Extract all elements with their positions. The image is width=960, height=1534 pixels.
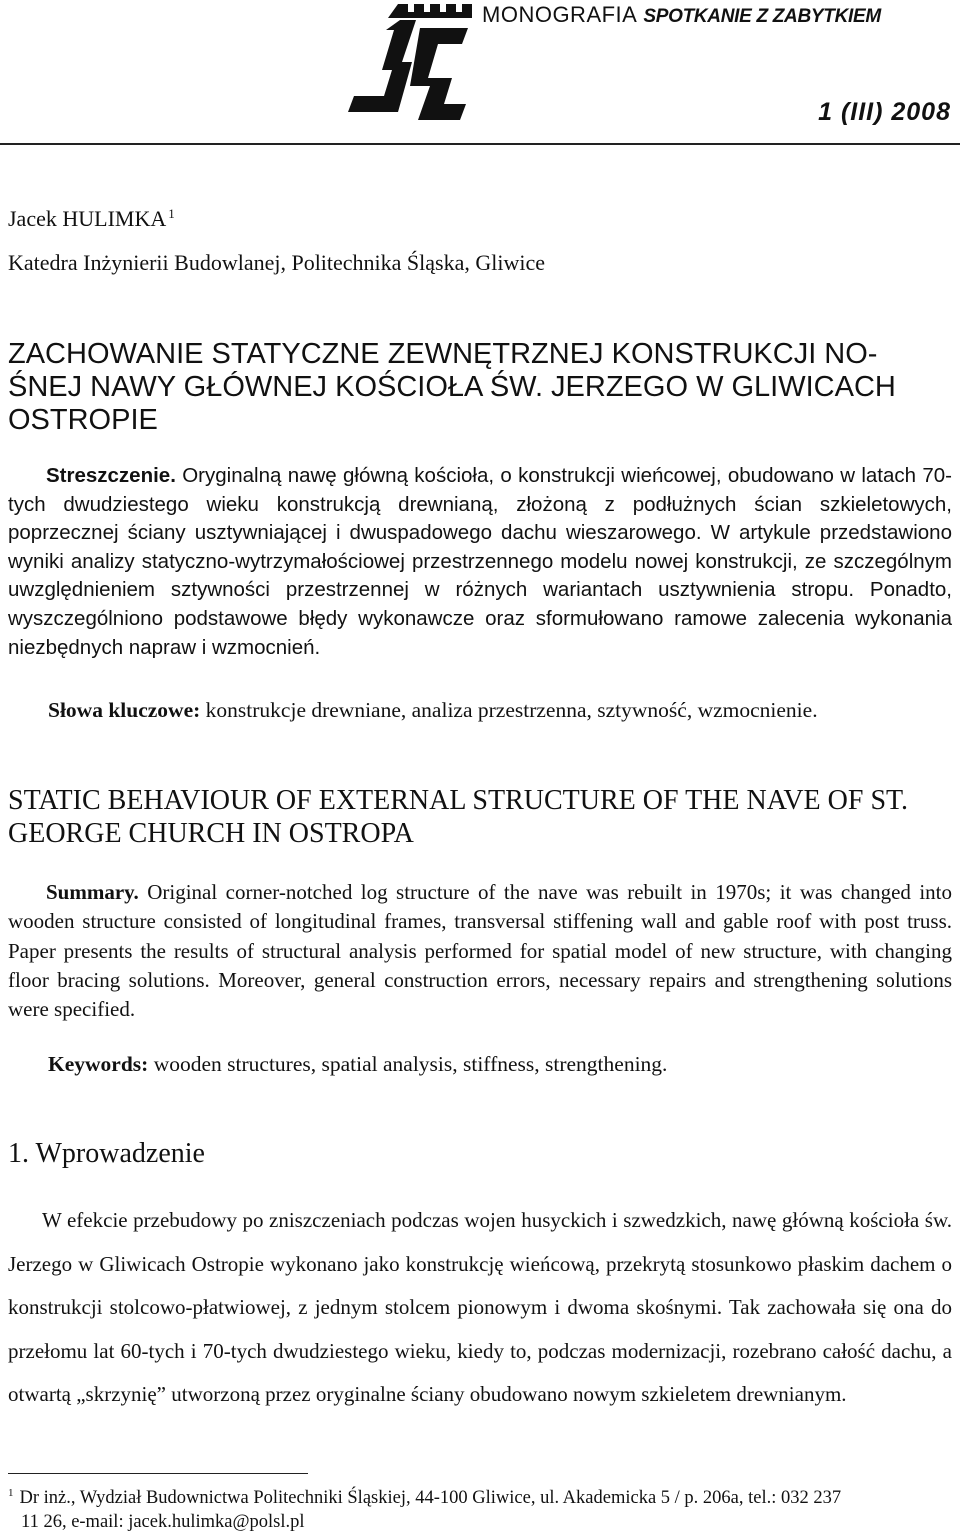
keywords-label-polish: Słowa kluczowe: — [48, 698, 201, 722]
issue-number: 1 (III) 2008 — [818, 98, 951, 126]
abstract-label: Streszczenie. — [46, 464, 176, 487]
section-body-text: W efekcie przebudowy po zniszczeniach podczas wojen husyckich i szwedzkich, nawę główną kościoła św. Jerzego w Gliwicach Ostropie wykonano jako konstrukcję wieńcową, przekrytą stosunkowo płaskim dachem o konstrukcji stolcowo-płatwiowej, z jednym stolcem pionowym i dwoma skośnymi. Tak zachowała się ona do przełomu lat 60-tych i 70-tych dwudziestego wieku, kiedy to, podczas modernizacji, rozebrano całość dachu, a otwartą „skrzynię” utworzoną przez oryginalne ściany obudowano nowym szkieletem drewnianym. — [8, 1208, 952, 1407]
summary-english — [8, 878, 952, 1024]
section-heading: 1. Wprowadzenie — [8, 1138, 205, 1169]
author-footnote-mark: 1 — [168, 205, 175, 221]
section-body — [8, 1199, 952, 1417]
series-subtitle: SPOTKANIE Z ZABYTKIEM — [643, 6, 881, 27]
footnote-line-2: 11 26, e-mail: jacek.hulimka@polsl.pl — [21, 1512, 305, 1532]
keywords-english — [48, 1052, 667, 1077]
keywords-label-english: Keywords: — [48, 1052, 149, 1076]
series-name: MONOGRAFIA — [482, 2, 638, 27]
abstract-polish — [8, 462, 952, 662]
footnote-mark: 1 — [8, 1486, 14, 1499]
paper-title-english: STATIC BEHAVIOUR OF EXTERNAL STRUCTURE OF THE NAVE OF ST. GEORGE CHURCH IN OSTROPA — [8, 785, 909, 849]
footnote — [8, 1486, 952, 1534]
summary-text: Original corner-notched log structure of the nave was rebuilt in 1970s; it was changed into wooden structure consisted of longitudinal frames, transversal stiffening wall and gable roof with post truss. Paper presents the results of structural analysis performed for spatial model of new structure, with changing floor bracing solutions. Moreover, general construction errors, necessary repairs and strengthening solutions were specified. — [8, 880, 953, 1022]
keywords-text-polish: konstrukcje drewniane, analiza przestrzenna, sztywność, wzmocnienie. — [205, 698, 818, 722]
keywords-polish — [48, 698, 818, 723]
author-affiliation: Katedra Inżynierii Budowlanej, Politechnika Śląska, Gliwice — [8, 250, 546, 275]
journal-series — [482, 2, 881, 28]
header-divider — [0, 143, 960, 145]
footnote-line-1: Dr inż., Wydział Budownictwa Politechniki Śląskiej, 44-100 Gliwice, ul. Akademicka 5 / p. 206a, tel.: 032 237 — [19, 1488, 842, 1508]
keywords-text-english: wooden structures, spatial analysis, stiffness, strengthening. — [153, 1052, 668, 1076]
author-name-text: Jacek HULIMKA — [8, 206, 167, 231]
footnote-divider — [8, 1473, 308, 1474]
summary-label: Summary. — [46, 880, 139, 904]
journal-logo-icon — [340, 0, 480, 128]
abstract-text: Oryginalną nawę główną kościoła, o konstrukcji wieńcowej, obudowano w latach 70-tych dwudziestego wieku konstrukcją drewnianą, złożoną z podłużnych ścian szkieletowych, poprzecznej ściany usztywniającej i dwuspadowego dachu wieszarowego. W artykule przedstawiono wyniki analizy statyczno-wytrzymałościowej przestrzennego modelu nowej konstrukcji, ze szczególnym uwzględnieniem sztywności przestrzennej w różnych wariantach usztywnienia stropu. Ponadto, wyszczególniono podstawowe błędy wykonawcze oraz sformułowano ramowe zalecenia wykonania niezbędnych napraw i wzmocnień. — [8, 464, 952, 659]
paper-title-polish: ZACHOWANIE STATYCZNE ZEWNĘTRZNEJ KONSTRUKCJI NO-ŚNEJ NAWY GŁÓWNEJ KOŚCIOŁA ŚW. JERZEGO W GLIWICACH OSTROPIE — [8, 338, 896, 436]
author-name — [8, 206, 175, 232]
